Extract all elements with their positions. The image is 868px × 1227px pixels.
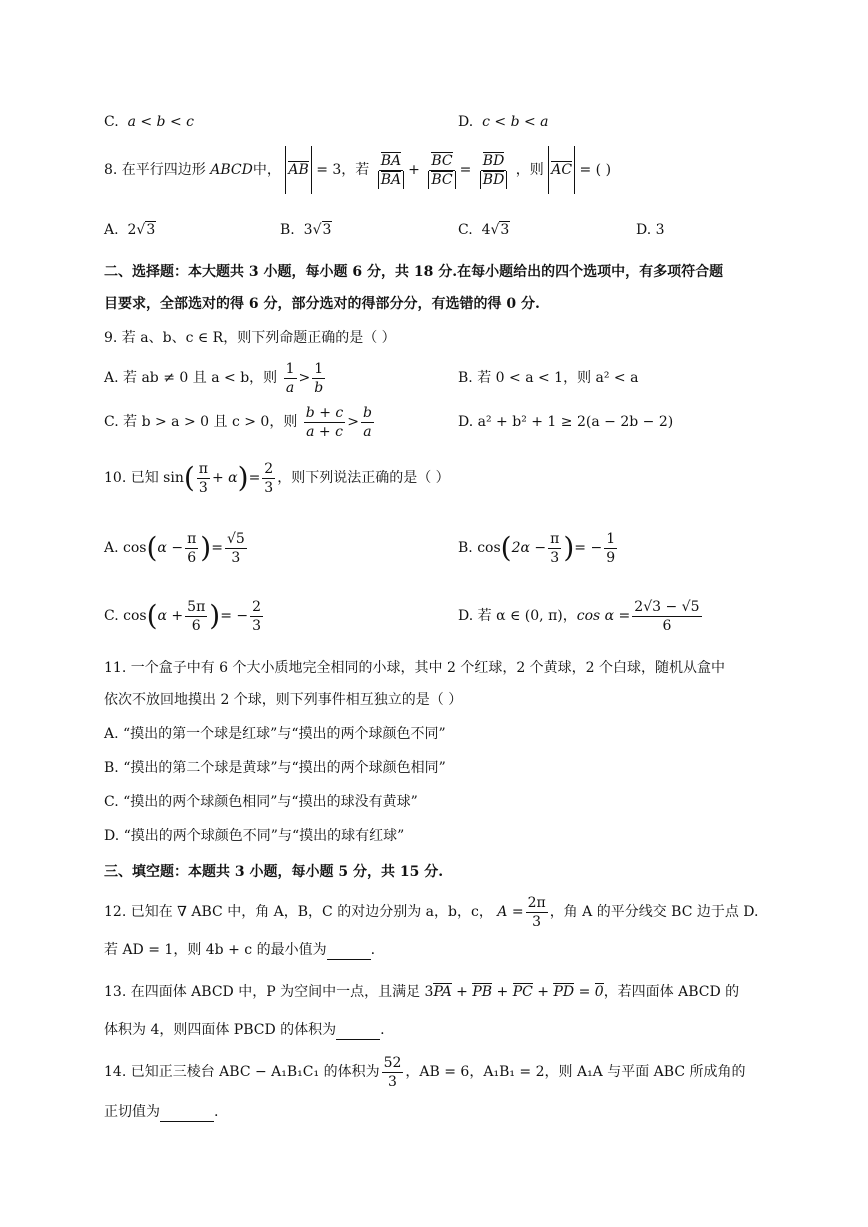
q11-option-c: C. “摸出的两个球颜色相同”与“摸出的球没有黄球” [104,794,418,810]
option-label: D. [458,114,474,130]
q8-shape: ABCD [210,162,253,178]
answer-blank[interactable] [160,1107,214,1122]
section2-heading: 二、选择题：本大题共 3 小题，每小题 6 分，共 18 分.在每小题给出的四个选项中，有多项符合题 [104,264,724,280]
option-expr: a < b < c [127,114,194,130]
q9-stem: 9. 若 a、b、c ∈ R，则下列命题正确的是（ ） [104,330,396,346]
option-label: C. [104,114,119,130]
answer-blank[interactable] [327,945,371,960]
option-expr: c < b < a [482,114,549,130]
fraction [426,152,457,189]
q8-text: 8. 在平行四边形 [104,162,206,178]
q8-stem: 8. 在平行四边形 ABCD中， AB = 3，若 $\frac{BA}{BA}$ + $\frac{BC}{BC}$ = $\frac{BD}{BD}$ ，则 AC = ( ) [104,146,611,194]
q12-stem: 12. 已知在 ∇ ABC 中，角 A，B，C 的对边分别为 a，b，c， A = $\frac{2\pi}{3}$ ，角 A 的平分线交 BC 边于点 D. [104,894,759,930]
q8-option-d: D. 3 [636,222,665,238]
q7-option-c [104,112,194,132]
q14-stem-cont: 正切值为 . [104,1104,219,1120]
q10-option-d: D. 若 α ∈ (0, π)，cos α = $\frac{2√3 - √5}{6}$ [458,598,700,634]
vector: AC [551,162,573,178]
q11-stem-cont: 依次不放回地摸出 2 个球，则下列事件相互独立的是（ ） [104,692,463,708]
q8-text: = 3，若 [316,162,370,178]
q8-text: ，则 [515,162,544,178]
q14-stem: 14. 已知正三棱台 ABC − A₁B₁C₁ 的体积为 $\frac{52}{3}$ ，AB = 6，A₁B₁ = 2，则 A₁A 与平面 ABC 所成角的 [104,1054,746,1090]
q9-option-d: D. a² + b² + 1 ≥ 2(a − 2b − 2) [458,414,674,430]
q11-option-b: B. “摸出的第二个球是黄球”与“摸出的两个球颜色相同” [104,760,446,776]
vector: BD [482,171,505,188]
section3-heading: 三、填空题：本题共 3 小题，每小题 5 分，共 15 分. [104,864,444,880]
q8-option-c: C. 4√3 [458,222,510,238]
q13-stem: 13. 在四面体 ABCD 中，P 为空间中一点，且满足 3PA + PB + PC + PD = 0，若四面体 ABCD 的 [104,984,740,1000]
fraction [376,152,406,189]
vector: BC [431,152,453,169]
q11-option-d: D. “摸出的两个球颜色不同”与“摸出的球有红球” [104,828,405,844]
answer-blank[interactable] [336,1025,380,1040]
q10-option-c: C. cos(α + $\frac{5\pi}{6}$ )= − $\frac{2}{3}$ [104,598,262,634]
q9-option-c: C. 若 b > a > 0 且 c > 0，则 $\frac{b + c}{a + c}$ > $\frac{b}{a}$ [104,404,372,440]
q9-option-b: B. 若 0 < a < 1，则 a² < a [458,370,639,386]
vector: BC [431,171,453,188]
vector: BD [482,152,505,169]
q11-option-a: A. “摸出的第一个球是红球”与“摸出的两个球颜色不同” [104,726,446,742]
q11-stem: 11. 一个盒子中有 6 个大小质地完全相同的小球，其中 2 个红球，2 个黄球，2 个白球，随机从盒中 [104,660,726,676]
fraction [478,152,510,189]
q8-option-b: B. 3√3 [280,222,332,238]
q8-option-a: A. 2√3 [104,222,156,238]
q10-option-b: B. cos(2α − $\frac{\pi}{3}$ )= − $\frac{1}{9}$ [458,530,616,566]
section2-heading-cont: 目要求，全部选对的得 6 分，部分选对的得部分分，有选错的得 0 分. [104,296,540,312]
q10-option-a: A. cos(α − $\frac{\pi}{6}$ )= $\frac{√5}{3}$ [104,530,245,566]
vector: BA [380,152,402,169]
q8-text: 中， [252,162,281,178]
q7-option-d [458,112,549,132]
vector: BA [380,171,402,188]
q8-text: = ( ) [579,162,612,178]
q13-stem-cont: 体积为 4，则四面体 PBCD 的体积为 . [104,1022,385,1038]
q10-stem: 10. 已知 sin( $\frac{\pi}{3}$ + α)= $\frac{2}{3}$ ，则下列说法正确的是（ ） [104,460,450,496]
q12-stem-cont: 若 AD = 1，则 4b + c 的最小值为 . [104,942,376,958]
q9-option-a: A. 若 ab ≠ 0 且 a < b，则 $\frac{1}{a}$ > $\frac{1}{b}$ [104,360,324,396]
